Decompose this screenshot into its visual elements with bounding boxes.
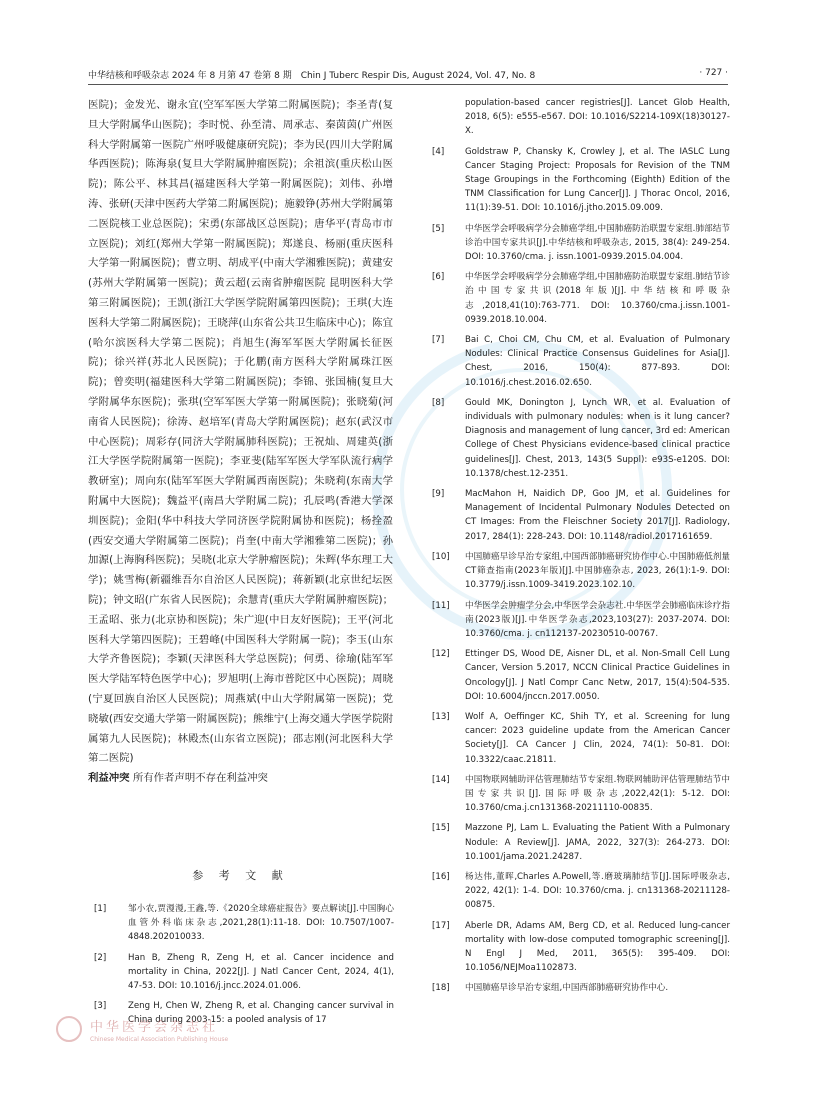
reference-number: [18]	[432, 983, 450, 994]
running-header	[88, 68, 728, 82]
reference-text: 中华医学会呼吸病学分会肺癌学组,中国肺癌防治联盟专家组.肺部结节诊治中国专家共识[J].中华结核和呼吸杂志, 2015, 38(4): 249-254. DOI: 10.3760/cma. j. issn.1001-0939.2015.04.004.	[465, 223, 730, 263]
reference-item	[432, 487, 730, 544]
reference-text: Ettinger DS, Wood DE, Aisner DL, et al. Non-Small Cell Lung Cancer, Version 5.2017, NCCN Clinical Practice Guidelines in Oncology[J]. J Natl Compr Canc Netw, 2017, 15(4):504-535. DOI: 10.6004/jnccn.2017.0050.	[465, 649, 730, 702]
reference-item	[432, 270, 730, 327]
reference-item	[432, 222, 730, 265]
reference-number: [6]	[432, 272, 445, 283]
conflict-statement	[88, 769, 393, 789]
reference-item	[432, 710, 730, 767]
reference-text: Wolf A, Oeffinger KC, Shih TY, et al. Screening for lung cancer: 2023 guideline update from the American Cancer Society[J]. CA Cancer J Clin, 2024, 74(1): 50-81. DOI: 10.3322/caac.21811.	[465, 711, 730, 765]
reference-item	[94, 951, 394, 994]
page-number: · 727 ·	[699, 68, 728, 78]
reference-number: [13]	[432, 711, 450, 722]
reference-number: [2]	[94, 952, 107, 963]
publisher-logo	[56, 1012, 256, 1052]
reference-item	[432, 870, 730, 913]
references-right	[432, 96, 730, 1002]
reference-number: [3]	[94, 1001, 107, 1012]
reference-text: Han B, Zheng R, Zeng H, et al. Cancer incidence and mortality in China, 2022[J]. J Natl Cancer Cent, 2024, 4(1), 47-53. DOI: 10.1016/j.jncc.2024.01.006.	[128, 952, 394, 992]
reference-item	[432, 919, 730, 976]
reference-text: Zeng H, Chen W, Zheng R, et al. Changing cancer survival in China during 2003-15: a pooled analysis of 17	[128, 1001, 394, 1026]
reference-text: Mazzone PJ, Lam L. Evaluating the Patient With a Pulmonary Nodule: A Review[J]. JAMA, 2022, 327(3): 264-273. DOI: 10.1001/jama.2021.24287.	[465, 823, 730, 862]
reference-item	[432, 647, 730, 704]
reference-number: [17]	[432, 920, 450, 931]
contributors-column	[88, 96, 393, 789]
reference-number: [8]	[432, 397, 445, 408]
reference-item	[432, 599, 730, 642]
reference-text: MacMahon H, Naidich DP, Goo JM, et al. Guidelines for Management of Incidental Pulmonary Nodules Detected on CT Images: From the Fleischner Society 2017[J]. Radiology, 2017, 284(1): 228-243. DOI: 10.1148/radiol.2017161659.	[465, 489, 730, 542]
reference-number: [10]	[432, 551, 450, 562]
reference-item	[432, 981, 730, 995]
reference-text: Goldstraw P, Chansky K, Crowley J, et al. The IASLC Lung Cancer Staging Project: Proposals for Revision of the TNM Stage Groupings in the Forthcoming (Eighth) Edition of the TNM Classification for Lung Cancer[J]. J Thorac Oncol, 2016, 11(1):39-51. DOI: 10.1016/j.jtho.2015.09.009.	[465, 146, 730, 214]
reference-item	[94, 902, 394, 945]
references-title: 参 考 文 献	[192, 869, 289, 882]
reference-number: [15]	[432, 823, 450, 834]
reference-number: [5]	[432, 223, 445, 234]
reference-number: [4]	[432, 146, 445, 157]
reference-text: Gould MK, Donington J, Lynch WR, et al. Evaluation of individuals with pulmonary nodules: when is it lung cancer? Diagnosis and management of lung cancer, 3rd ed: American College of Chest Physicians evidence-based clinical practice guidelines[J]. Chest, 2013, 143(5 Suppl): e93S-e120S. DOI: 10.1378/chest.12-2351.	[465, 397, 730, 479]
reference-text: 杨达伟,董晖,Charles A.Powell,等.磨玻璃肺结节[J].国际呼吸杂志, 2022, 42(1): 1-4. DOI: 10.3760/cma. j. cn131368-20211128-00875.	[465, 871, 730, 911]
reference-text: 中国肺癌早诊早治专家组,中国西部肺癌研究协作中心.	[465, 983, 669, 994]
journal-citation: 中华结核和呼吸杂志 2024 年 8 月第 47 卷第 8 期 Chin J Tuberc Respir Dis, August 2024, Vol. 47, No. 8	[88, 71, 536, 81]
reference-number: [12]	[432, 649, 450, 660]
reference-text: 中国肺癌早诊早治专家组,中国西部肺癌研究协作中心.中国肺癌低剂量CT筛查指南(2023年版)[J].中国肺癌杂志, 2023, 26(1):1-9. DOI: 10.3779/j.issn.1009-3419.2023.102.10.	[465, 551, 730, 591]
publisher-name-en: Chinese Medical Association Publishing House	[90, 1036, 229, 1043]
contributors-list: 医院)；金发光、谢永宜(空军军医大学第二附属医院)；李圣青(复旦大学附属华山医院)；李时悦、孙至清、周承志、秦茵茵(广州医科大学附属第一医院广州呼吸健康研究院)；李为民(四川大学附属华西医院)；陈海泉(复旦大学附属肿瘤医院)；余祖滨(重庆松山医院)；陈公平、林其昌(福建医科大学第一附属医院)；刘伟、孙增涛、张研(天津中医药大学第二附属医院)；施毅铮(苏州大学附属第二医院核工业总医院)；宋勇(东部战区总医院)；唐华平(青岛市市立医院)；刘红(郑州大学第一附属医院)；郑遂良、杨丽(重庆医科大学第一附属医院)；曹立明、胡成平(中南大学湘雅医院)；黄建安(苏州大学附属第一医院)；黄云超(云南省肿瘤医院 昆明医科大学第三附属医院)；王凯(浙江大学医学院附属第四医院)；王琪(大连医科大学第二附属医院)；王晓萍(山东省公共卫生临床中心)；陈宜(哈尔滨医科大学第二医院)；肖旭生(海军军医大学附属长征医院)；徐兴祥(苏北人民医院)；于化鹏(南方医科大学附属珠江医院)；曾奕明(福建医科大学第二附属医院)；李锦、张国楠(复旦大学附属华东医院)；张琪(空军军医大学第一附属医院)；张晓菊(河南省人民医院)；徐涛、赵培军(青岛大学附属医院)；赵东(武汉市中心医院)；周彩存(同济大学附属肺科医院)；王祝灿、周建英(浙江大学医学院附属第一医院)；李亚斐(陆军军医大学军队流行病学教研室)；周向东(陆军军医大学附属西南医院)；朱晓莉(东南大学附属中大医院)；魏益平(南昌大学附属二院)；孔辰鸣(香港大学深圳医院)；金阳(华中科技大学同济医学院附属协和医院)；杨拴盈(西安交通大学附属第二医院)；肖奎(中南大学湘雅第二医院)；孙加源(上海胸科医院)；吴晓(北京大学肿瘤医院)；朱辉(华东理工大学)；姚雪梅(新疆维吾尔自治区人民医院)；蒋新颖(北京世纪坛医院)；钟文昭(广东省人民医院)；余慧青(重庆大学附属肿瘤医院)；王孟昭、张力(北京协和医院)；朱广迎(中日友好医院)；王平(河北医科大学第四医院)；王碧峰(中国医科大学附属一院)；李玉(山东大学齐鲁医院)；李颖(天津医科大学总医院)；何勇、徐瑜(陆军军医大学陆军特色医学中心)；罗旭明(上海市普陀区中心医院)；周晓(宁夏回族自治区人民医院)；周燕斌(中山大学附属第一医院)；党晓敏(西安交通大学第一附属医院)；熊维宁(上海交通大学医学院附属第九人民医院)；林殿杰(山东省立医院)；邵志刚(河北医科大学第二医院)	[88, 99, 393, 765]
header-rule	[88, 84, 728, 85]
reference-item	[432, 550, 730, 593]
reference-number: [11]	[432, 600, 450, 611]
reference-item	[432, 145, 730, 216]
reference-text: 邹小农,贾漫漫,王鑫,等.《2020全球癌症报告》要点解读[J].中国胸心血管外科临床杂志,2021,28(1):11-18. DOI: 10.7507/1007-4848.202010033.	[128, 904, 394, 943]
reference-text: Aberle DR, Adams AM, Berg CD, et al. Reduced lung-cancer mortality with low-dose computed tomographic screening[J]. N Engl J Med, 2011, 365(5): 395-409. DOI: 10.1056/NEJMoa1102873.	[465, 920, 730, 974]
reference-item	[432, 333, 730, 390]
reference-item	[432, 773, 730, 816]
reference-item	[432, 396, 730, 481]
reference-number: [16]	[432, 871, 450, 882]
reference-number: [1]	[94, 904, 107, 914]
publisher-name-cn: 中华医学会杂志社	[90, 1020, 219, 1035]
reference-text: Bai C, Choi CM, Chu CM, et al. Evaluation of Pulmonary Nodules: Clinical Practice Consensus Guidelines for Asia[J]. Chest, 2016, 150(4): 877-893. DOI: 10.1016/j.chest.2016.02.650.	[465, 335, 730, 388]
reference-item	[432, 821, 730, 864]
conflict-label: 利益冲突	[88, 772, 130, 785]
reference-number: [7]	[432, 335, 445, 346]
conflict-text: 所有作者声明不存在利益冲突	[132, 772, 268, 785]
reference-number: [9]	[432, 489, 445, 500]
reference-text: 中国物联网辅助评估管理肺结节专家组.物联网辅助评估管理肺结节中国专家共识[J].国际呼吸杂志,2022,42(1): 5-12. DOI: 10.3760/cma.j.cn131368-20211110-00835.	[465, 774, 730, 814]
reference-number: [14]	[432, 774, 450, 785]
reference-text: 中华医学会呼吸病学分会肺癌学组,中国肺癌防治联盟专家组.肺结节诊治中国专家共识(2018年版)[J].中华结核和呼吸杂志,2018,41(10):763-771. DOI: 10.3760/cma.j.issn.1001-0939.2018.10.004.	[465, 272, 730, 325]
reference-text: population-based cancer registries[J]. Lancet Glob Health, 2018, 6(5): e555-e567. DOI: 10.1016/S2214-109X(18)30127-X.	[465, 98, 730, 137]
reference-text: 中华医学会肿瘤学分会,中华医学会杂志社.中华医学会肺癌临床诊疗指南(2023版)[J].中华医学杂志,2023,103(27): 2037-2074. DOI: 10.3760/cma. j. cn112137-20230510-00767.	[465, 600, 730, 639]
reference-item	[432, 96, 730, 139]
publisher-emblem-icon	[56, 1016, 82, 1042]
